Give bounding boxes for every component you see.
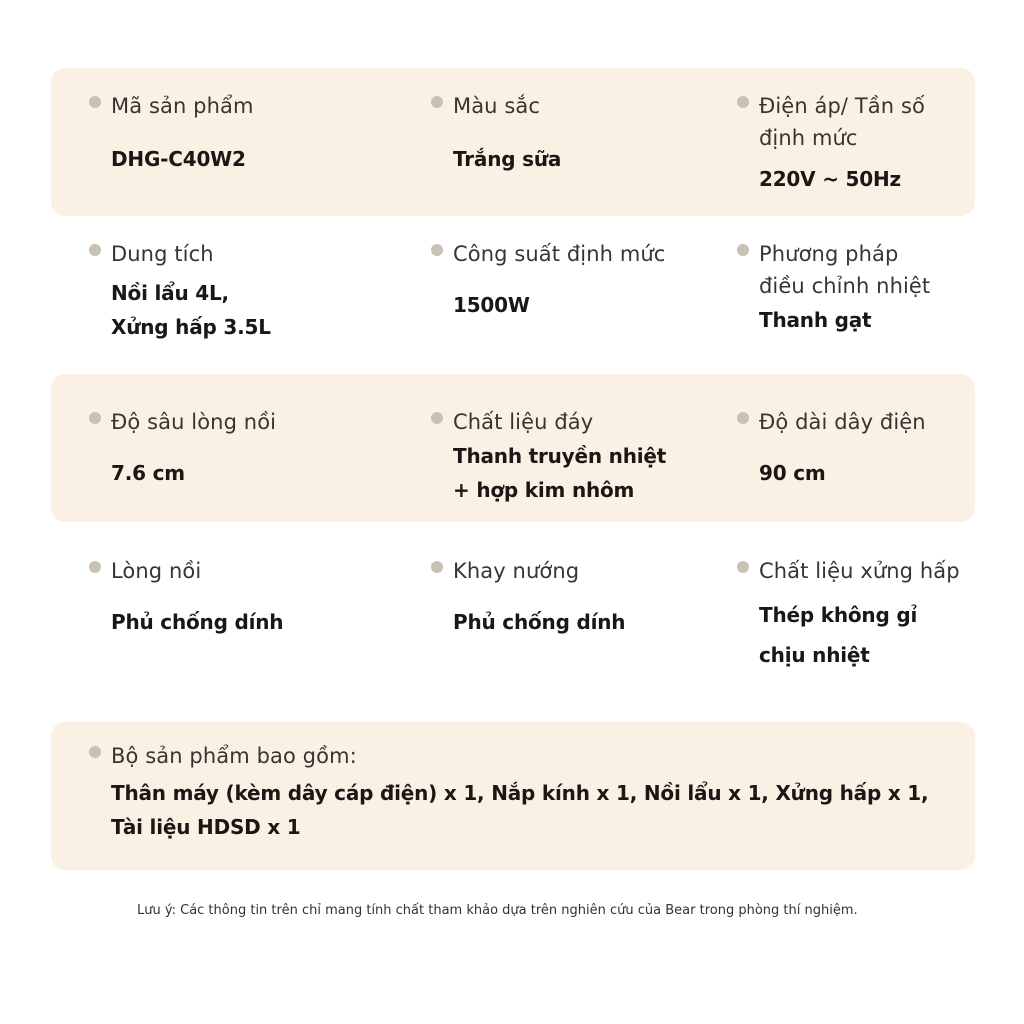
spec-value: Phủ chống dính [453, 610, 626, 634]
bullet-icon [431, 96, 443, 108]
spec-label: Chất liệu xửng hấp [759, 559, 960, 583]
spec-value: Thanh gạt [759, 308, 872, 332]
bullet-icon [89, 96, 101, 108]
package-value-line: Tài liệu HDSD x 1 [111, 815, 301, 839]
spec-value [453, 439, 723, 507]
spec-value: 90 cm [759, 461, 826, 485]
bullet-icon [89, 244, 101, 256]
spec-label: Dung tích [111, 242, 214, 266]
spec-value [111, 276, 381, 344]
bullet-icon [431, 561, 443, 573]
bullet-icon [89, 412, 101, 424]
spec-label-line: Điện áp/ Tần số [759, 94, 925, 118]
bullet-icon [737, 96, 749, 108]
bullet-icon [89, 746, 101, 758]
package-value [111, 776, 971, 844]
spec-label: Chất liệu đáy [453, 410, 594, 434]
bullet-icon [431, 412, 443, 424]
spec-value: 220V ~ 50Hz [759, 167, 901, 191]
bullet-icon [737, 412, 749, 424]
spec-label: Độ dài dây điện [759, 410, 926, 434]
spec-value-line: chịu nhiệt [759, 643, 870, 667]
spec-label [759, 90, 1019, 154]
bullet-icon [737, 561, 749, 573]
spec-label-line: Phương pháp [759, 242, 899, 266]
spec-label: Mã sản phẩm [111, 94, 254, 118]
spec-label [759, 238, 1019, 302]
spec-value: DHG-C40W2 [111, 147, 246, 171]
spec-value [759, 595, 1024, 675]
spec-value-line: Thép không gỉ [759, 603, 918, 627]
spec-value-line: + hợp kim nhôm [453, 478, 635, 502]
spec-label: Lòng nồi [111, 559, 202, 583]
bullet-icon [89, 561, 101, 573]
package-label: Bộ sản phẩm bao gồm: [111, 744, 357, 768]
package-value-line: Thân máy (kèm dây cáp điện) x 1, Nắp kính x 1, Nồi lẩu x 1, Xửng hấp x 1, [111, 781, 929, 805]
spec-value: Phủ chống dính [111, 610, 284, 634]
spec-label: Công suất định mức [453, 242, 666, 266]
spec-value-line: Nồi lẩu 4L, [111, 281, 229, 305]
spec-label: Khay nướng [453, 559, 580, 583]
bullet-icon [431, 244, 443, 256]
disclaimer-note: Lưu ý: Các thông tin trên chỉ mang tính chất tham khảo dựa trên nghiên cứu của Bear trong phòng thí nghiệm. [137, 903, 858, 918]
spec-value: 7.6 cm [111, 461, 185, 485]
spec-label: Độ sâu lòng nồi [111, 410, 277, 434]
spec-label: Màu sắc [453, 94, 541, 118]
spec-value-line: Xửng hấp 3.5L [111, 315, 271, 339]
spec-value: 1500W [453, 293, 530, 317]
spec-value: Trắng sữa [453, 147, 562, 171]
spec-label-line: định mức [759, 126, 858, 150]
bullet-icon [737, 244, 749, 256]
spec-label-line: điều chỉnh nhiệt [759, 274, 931, 298]
spec-value-line: Thanh truyền nhiệt [453, 444, 667, 468]
